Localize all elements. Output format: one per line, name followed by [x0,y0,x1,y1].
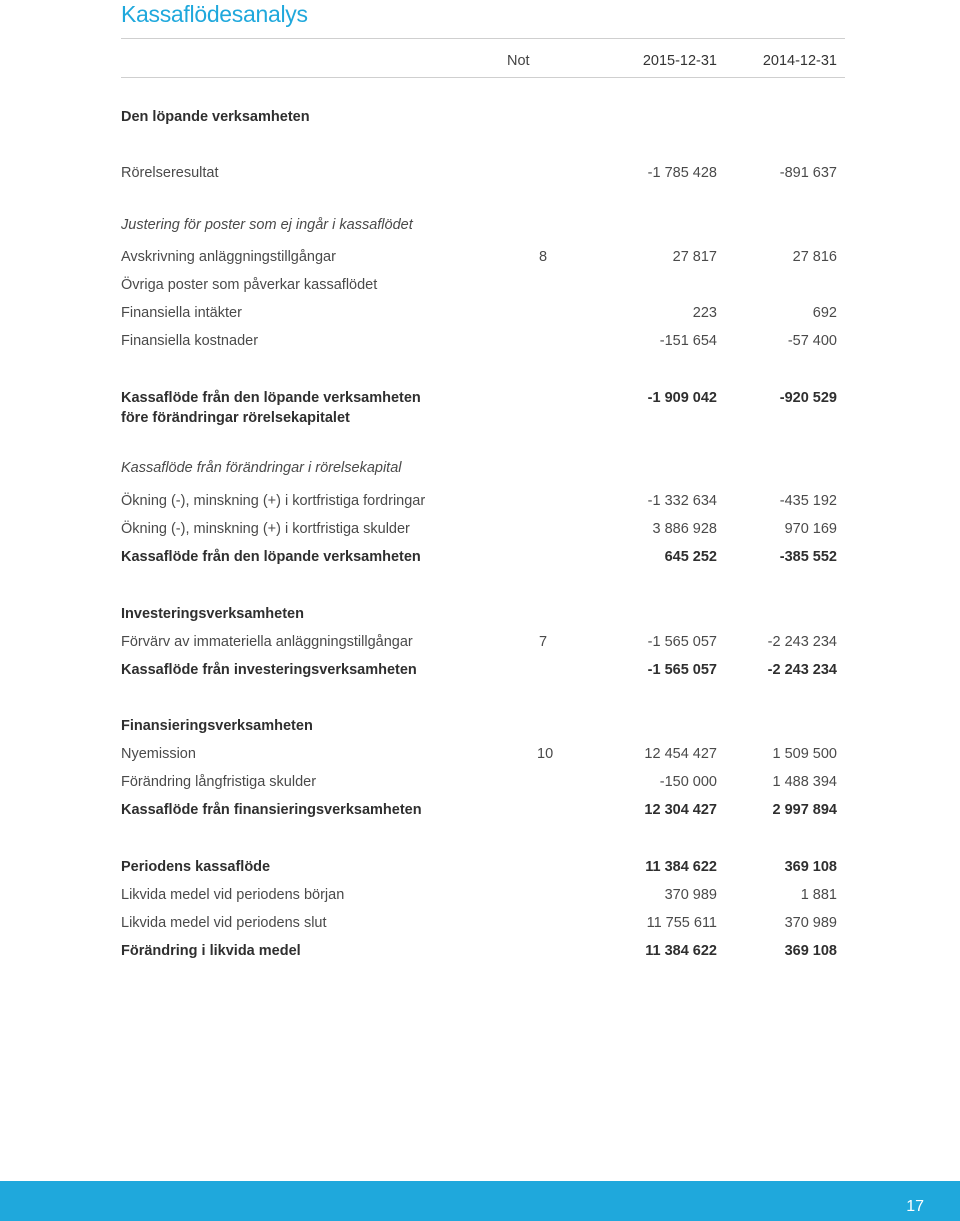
row-value-2014: -2 243 234 [767,634,837,650]
table-row-depreciation [121,247,845,269]
row-value-2015: 27 817 [672,249,717,265]
row-label: Förvärv av immateriella anläggningstillgångar [121,634,413,650]
subheading-working-capital [121,458,845,480]
table-row-cash-start [121,885,845,907]
table-row-long-term-liabilities [121,772,845,794]
header-divider [121,77,845,78]
row-value-2015: -1 565 057 [647,634,717,650]
row-label: Likvida medel vid periodens slut [121,915,327,931]
row-label: Avskrivning anläggningstillgångar [121,249,336,265]
section-heading-financing [121,716,845,738]
column-header-note: Not [507,53,530,69]
row-label: Nyemission [121,746,196,762]
table-row-intangible-acquisition [121,632,845,654]
row-label: Ökning (-), minskning (+) i kortfristiga skulder [121,521,410,537]
total-period-cashflow [121,857,845,879]
row-value-2014: 970 169 [784,521,837,537]
row-label: Ökning (-), minskning (+) i kortfristiga fordringar [121,493,426,509]
row-value-2014: -891 637 [779,165,837,181]
row-value-2014: 369 108 [784,859,837,875]
row-value-2015: 11 755 611 [646,915,717,931]
row-label: Förändring långfristiga skulder [121,774,317,790]
row-value-2015: 370 989 [664,887,717,903]
row-value-2014: 692 [812,305,837,321]
table-row-operating-result [121,163,845,185]
row-value-2015: 12 454 427 [644,746,717,762]
page-number: 17 [906,1198,924,1215]
row-note: 10 [537,746,554,762]
row-value-2015: -1 565 057 [647,662,717,678]
row-value-2015: -1 332 634 [647,493,717,509]
row-label: Övriga poster som påverkar kassaflödet [121,277,378,293]
row-label: Rörelseresultat [121,165,219,181]
row-label: Kassaflöde från den löpande verksamheten före förändringar rörelsekapitalet [121,390,421,426]
table-row-cash-end [121,913,845,935]
row-value-2015: -1 785 428 [647,165,717,181]
row-label: Den löpande verksamheten [121,109,310,125]
row-value-2015: -151 654 [659,333,717,349]
row-value-2014: -920 529 [779,390,837,406]
table-row-financial-income [121,303,845,325]
footer-bar [0,1181,960,1221]
column-header-year-2015: 2015-12-31 [642,53,717,69]
total-operating-cashflow [121,547,845,569]
row-label: Förändring i likvida medel [121,943,301,959]
row-label: Finansiella intäkter [121,305,242,321]
row-note: 7 [539,634,548,650]
table-row-other-items [121,275,845,297]
row-value-2014: -385 552 [779,549,837,565]
column-header-year-2014: 2014-12-31 [762,53,837,69]
title-divider [121,38,845,39]
row-value-2014: -57 400 [787,333,837,349]
row-value-2015: 12 304 427 [644,802,717,818]
section-heading-operating [121,107,845,129]
row-value-2014: 1 509 500 [772,746,837,762]
row-label: Likvida medel vid periodens början [121,887,345,903]
row-label: Finansiella kostnader [121,333,259,349]
row-label: Investeringsverksamheten [121,606,304,622]
row-label: Kassaflöde från den löpande verksamheten [121,549,421,565]
table-row-liabilities [121,519,845,541]
subtotal-operating-before-wc [121,388,845,432]
subheading-adjustments [121,215,845,237]
row-label: Kassaflöde från förändringar i rörelsekapital [121,460,402,476]
row-value-2015: 645 252 [664,549,717,565]
total-financing-cashflow [121,800,845,822]
row-value-2015: 3 886 928 [652,521,717,537]
row-label: Kassaflöde från finansieringsverksamheten [121,802,422,818]
row-value-2014: 2 997 894 [772,802,837,818]
table-row-financial-costs [121,331,845,353]
table-row-new-issue [121,744,845,766]
row-label: Periodens kassaflöde [121,859,271,875]
row-value-2014: -2 243 234 [767,662,837,678]
row-label: Justering för poster som ej ingår i kassaflödet [121,217,413,233]
table-row-receivables [121,491,845,513]
row-value-2015: -150 000 [659,774,717,790]
row-value-2015: 223 [692,305,717,321]
row-value-2014: 27 816 [792,249,837,265]
row-value-2014: 370 989 [784,915,837,931]
row-label: Finansieringsverksamheten [121,718,313,734]
row-label: Kassaflöde från investeringsverksamheten [121,662,417,678]
row-value-2015: 11 384 622 [645,943,717,959]
row-value-2014: -435 192 [779,493,837,509]
column-header-row [121,50,845,74]
row-value-2015: -1 909 042 [647,390,717,406]
total-change-in-cash [121,941,845,963]
page-title: Kassaflödesanalys [121,1,308,27]
total-investing-cashflow [121,660,845,682]
row-note: 8 [539,249,548,265]
section-heading-investing [121,604,845,626]
row-value-2014: 1 488 394 [772,774,837,790]
row-value-2014: 369 108 [784,943,837,959]
row-value-2014: 1 881 [800,887,837,903]
row-value-2015: 11 384 622 [645,859,717,875]
